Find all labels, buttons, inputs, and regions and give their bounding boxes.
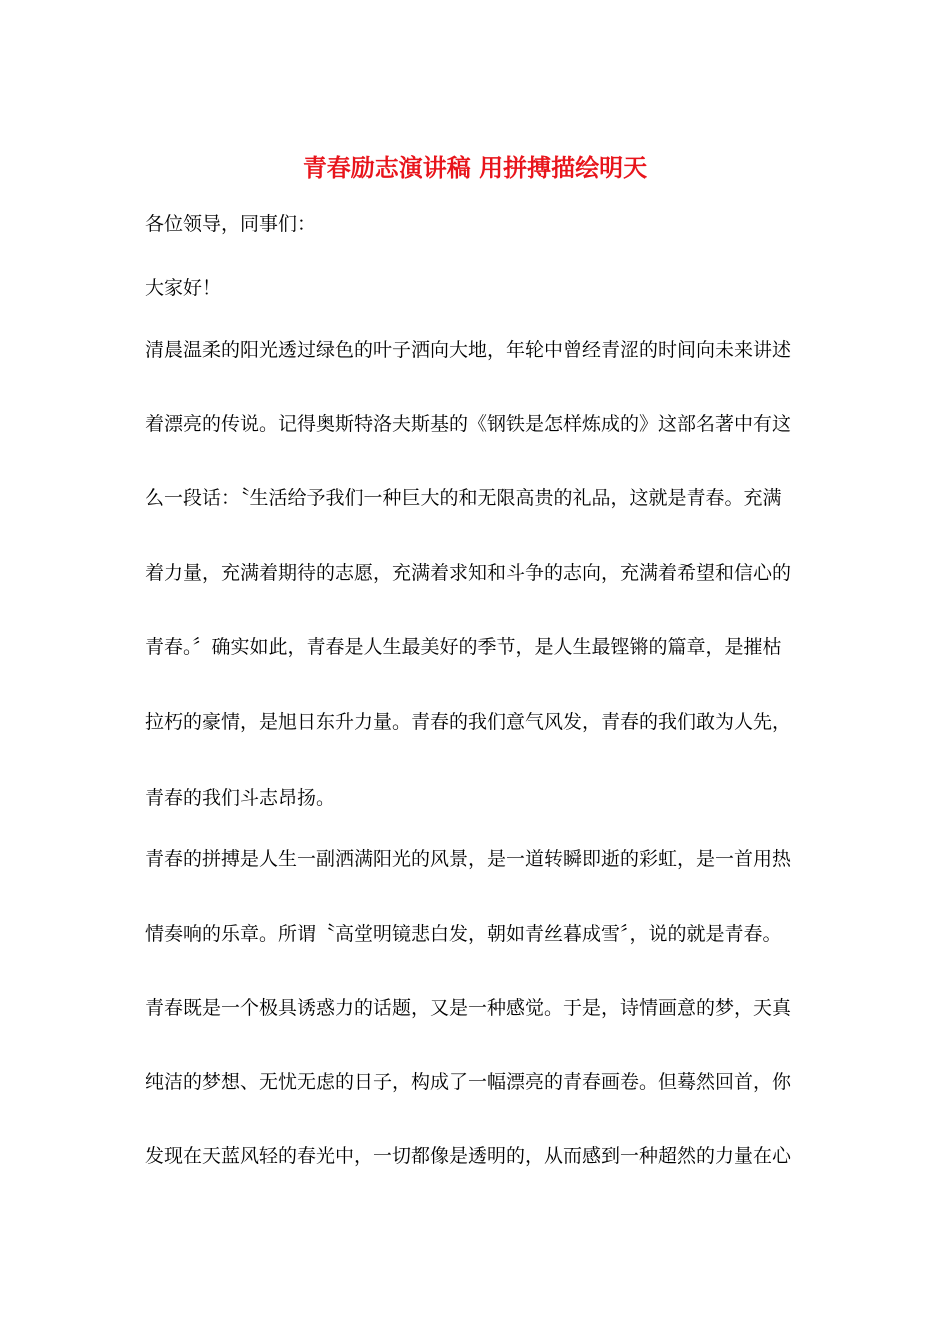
body-text-line: 青春的我们斗志昂扬。 [145,787,336,809]
body-text-line: 纯洁的梦想、无忧无虑的日子，构成了一幅漂亮的青春画卷。但蓦然回首，你 [145,1071,792,1093]
body-text-line: 青春。〞确实如此，青春是人生最美好的季节，是人生最铿锵的篇章，是摧枯 [145,636,782,658]
body-text-line: 青春既是一个极具诱惑力的话题，又是一种感觉。于是，诗情画意的梦，天真 [145,997,792,1019]
greeting-line: 大家好！ [145,277,222,299]
body-text-line: 发现在天蓝风轻的春光中，一切都像是透明的，从而感到一种超然的力量在心 [145,1145,792,1167]
body-text-line: 情奏响的乐章。所谓〝高堂明镜悲白发，朝如青丝暮成雪〞，说的就是青春。 [145,923,782,945]
body-text-line: 拉朽的豪情，是旭日东升力量。青春的我们意气风发，青春的我们敢为人先， [145,711,792,733]
body-text-line: 着力量，充满着期待的志愿，充满着求知和斗争的志向，充满着希望和信心的 [145,562,792,584]
body-text-line: 清晨温柔的阳光透过绿色的叶子洒向大地，年轮中曾经青涩的时间向未来讲述 [145,339,792,361]
salutation-line: 各位领导，同事们： [145,213,317,235]
body-text-line: 青春的拼搏是人生一副洒满阳光的风景，是一道转瞬即逝的彩虹，是一首用热 [145,848,792,870]
body-text-line: 么一段话：〝生活给予我们一种巨大的和无限高贵的礼品，这就是青春。充满 [145,487,782,509]
document-title: 青春励志演讲稿 用拼搏描绘明天 [302,154,648,182]
body-text-line: 着漂亮的传说。记得奥斯特洛夫斯基的《钢铁是怎样炼成的》这部名著中有这 [145,413,792,435]
